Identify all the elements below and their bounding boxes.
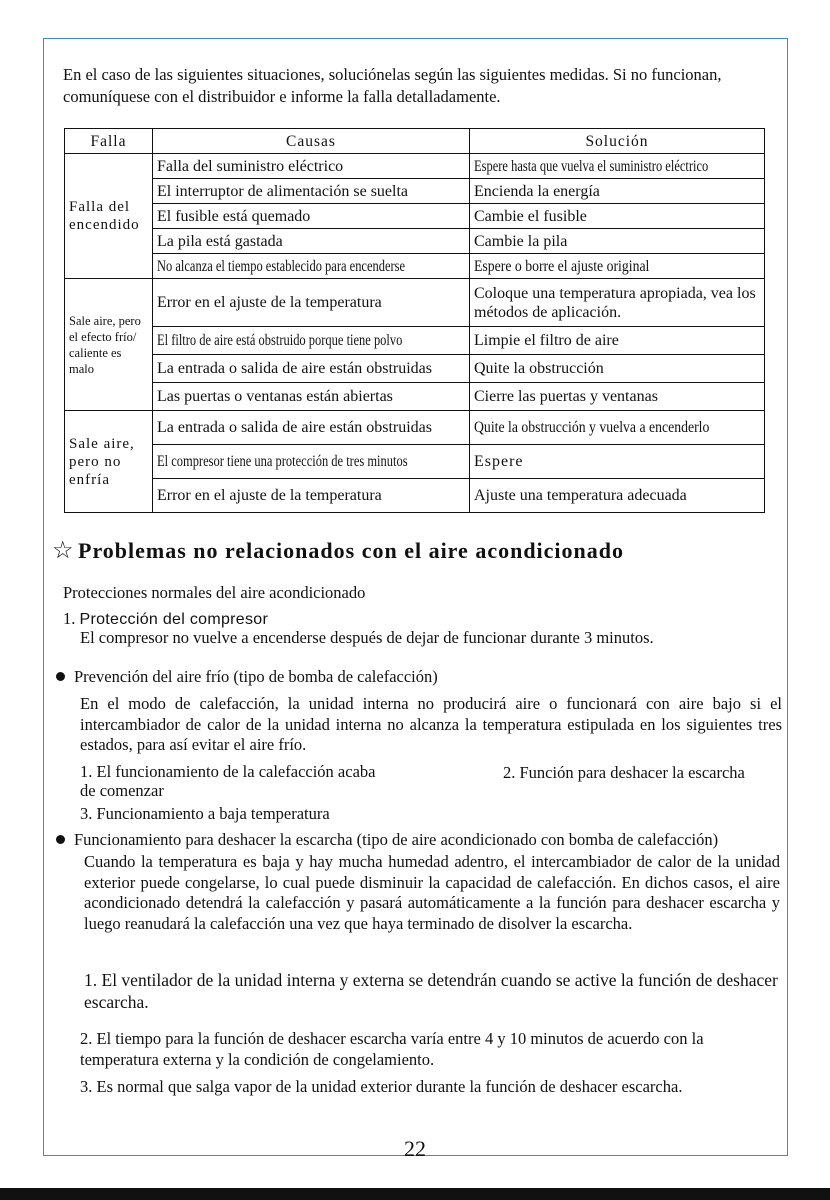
solution-cell: Quite la obstrucción	[470, 355, 765, 383]
cause-text: No alcanza el tiempo establecido para encenderse	[157, 257, 406, 275]
fault-cell: Sale aire, pero no enfría	[65, 411, 153, 513]
cause-cell: El interruptor de alimentación se suelta	[153, 179, 470, 204]
table-row	[65, 179, 765, 204]
intro-line-1: En el caso de las siguientes situaciones, soluciónelas según las siguientes medidas. Si no funcionan,	[63, 65, 722, 84]
cause-text: El filtro de aire está obstruido porque tiene polvo	[157, 332, 403, 349]
table-row	[65, 204, 765, 229]
header-solucion: Solución	[470, 129, 765, 154]
section-title-text: Problemas no relacionados con el aire acondicionado	[78, 538, 625, 563]
bullet-1-heading	[56, 667, 438, 688]
table-header-row	[65, 129, 765, 154]
solution-text: Espere hasta que vuelva el suministro eléctrico	[474, 157, 709, 175]
fault-cell: Falla del encendido	[65, 154, 153, 279]
bullet-1-title: Prevención del aire frío (tipo de bomba de calefacción)	[74, 667, 438, 686]
solution-cell: Espere	[470, 445, 765, 479]
state-2: 2. Función para deshacer la escarcha	[503, 763, 745, 782]
bullet-2-title: Funcionamiento para deshacer la escarcha (tipo de aire acondicionado con bomba de calefacción)	[74, 830, 719, 849]
cause-cell: Las puertas o ventanas están abiertas	[153, 383, 470, 411]
table-row	[65, 355, 765, 383]
item-1-text: El compresor no vuelve a encenderse después de dejar de funcionar durante 3 minutos.	[80, 628, 654, 647]
table-row	[65, 229, 765, 254]
bullet-2-heading	[56, 830, 718, 851]
bottom-rule	[0, 1188, 830, 1200]
state-1-line-2: de comenzar	[80, 781, 164, 800]
note-3: 3. Es normal que salga vapor de la unidad exterior durante la función de deshacer escarcha.	[80, 1077, 683, 1096]
solution-cell	[470, 411, 765, 445]
solution-cell: Encienda la energía	[470, 179, 765, 204]
section-subtitle: Protecciones normales del aire acondicionado	[63, 583, 366, 602]
state-1-line-1: 1. El funcionamiento de la calefacción acaba	[80, 762, 376, 781]
table-row	[65, 254, 765, 279]
solution-text: Espere o borre el ajuste original	[474, 257, 650, 275]
bullet-icon	[56, 835, 65, 844]
cause-cell: El fusible está quemado	[153, 204, 470, 229]
table-row	[65, 154, 765, 179]
header-falla: Falla	[65, 129, 153, 154]
solution-cell: Cierre las puertas y ventanas	[470, 383, 765, 411]
cause-cell	[153, 445, 470, 479]
cause-text: El compresor tiene una protección de tres minutos	[157, 453, 408, 470]
cause-cell: La pila está gastada	[153, 229, 470, 254]
note-2: 2. El tiempo para la función de deshacer escarcha varía entre 4 y 10 minutos de acuerdo con la temperatura externa y la condición de congelamiento.	[80, 1029, 704, 1069]
solution-cell: Coloque una temperatura apropiada, vea los métodos de aplicación.	[470, 279, 765, 327]
bullet-2-text: Cuando la temperatura es baja y hay mucha humedad adentro, el intercambiador de calor de la unidad exterior puede congelarse, lo cual puede disminuir la capacidad de calefacción. En dichos casos, el aire acondicionado detendrá la calefacción y pasará automáticamente a la función para deshacer escarcha y luego reanudará la calefacción una vez que haya terminado de disolver la escarcha.	[84, 852, 780, 933]
state-3: 3. Funcionamiento a baja temperatura	[80, 804, 330, 823]
table-row	[65, 279, 765, 327]
note-1: 1. El ventilador de la unidad interna y externa se detendrán cuando se active la función de deshacer escarcha.	[84, 970, 778, 1012]
troubleshooting-table	[64, 128, 765, 513]
item-1-title: Protección del compresor	[79, 611, 269, 628]
solution-cell: Cambie el fusible	[470, 204, 765, 229]
solution-cell	[470, 254, 765, 279]
cause-cell: La entrada o salida de aire están obstruidas	[153, 355, 470, 383]
solution-cell: Cambie la pila	[470, 229, 765, 254]
cause-cell	[153, 327, 470, 355]
star-icon: ☆	[52, 538, 75, 564]
table-row	[65, 411, 765, 445]
cause-cell: Error en el ajuste de la temperatura	[153, 479, 470, 513]
solution-cell	[470, 154, 765, 179]
table-row	[65, 479, 765, 513]
intro-paragraph	[63, 64, 783, 108]
table-row	[65, 383, 765, 411]
solution-text: Quite la obstrucción y vuelva a encenderlo	[474, 419, 710, 436]
solution-cell: Limpie el filtro de aire	[470, 327, 765, 355]
cause-cell	[153, 254, 470, 279]
cause-cell: Error en el ajuste de la temperatura	[153, 279, 470, 327]
header-causas: Causas	[153, 129, 470, 154]
table-row	[65, 445, 765, 479]
item-1-number: 1.	[63, 609, 76, 628]
cause-cell: La entrada o salida de aire están obstruidas	[153, 411, 470, 445]
intro-line-2: comuníquese con el distribuidor e informe la falla detalladamente.	[63, 87, 501, 106]
fault-cell: Sale aire, pero el efecto frío/ caliente es malo	[65, 279, 153, 411]
section-title	[52, 536, 624, 565]
table-row	[65, 327, 765, 355]
page-number: 22	[404, 1136, 426, 1161]
cause-cell: Falla del suministro eléctrico	[153, 154, 470, 179]
bullet-1-text: En el modo de calefacción, la unidad interna no producirá aire o funcionará con aire bajo si el intercambiador de calor de la unidad interna no alcanza la temperatura estipulada en los siguientes tres estados, para así evitar el aire frío.	[80, 694, 782, 754]
bullet-icon	[56, 672, 65, 681]
solution-cell: Ajuste una temperatura adecuada	[470, 479, 765, 513]
